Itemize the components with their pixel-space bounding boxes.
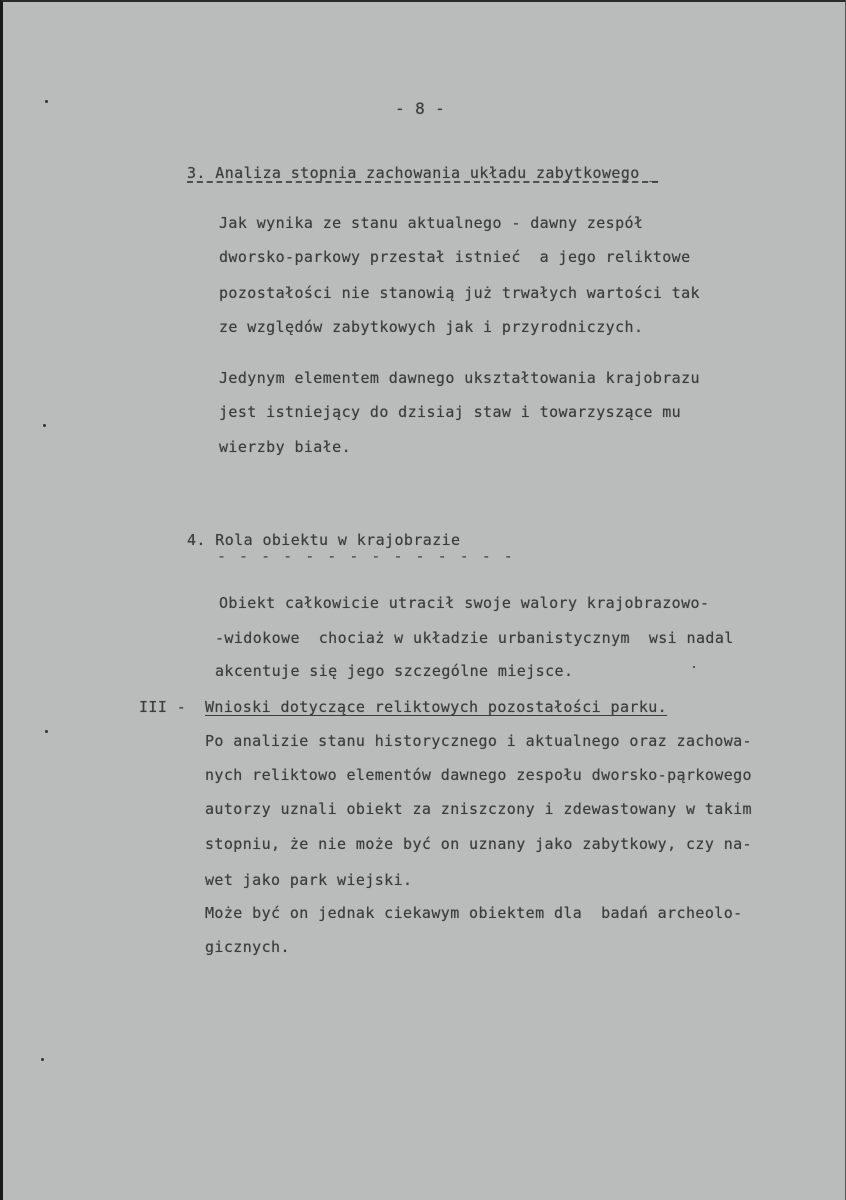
paper-speck	[693, 666, 695, 668]
section-iii-p-line-4: stopniu, że nie może być on uznany jako zabytkowy, czy na-	[205, 835, 752, 853]
section-3-p2-line-1: Jedynym elementem dawnego ukształtowania krajobrazu	[219, 369, 700, 387]
section-iii-p-line-7: gicznych.	[205, 938, 290, 956]
section-3-p1-line-4: ze względów zabytkowych jak i przyrodniczych.	[219, 318, 644, 336]
paper-speck	[43, 424, 46, 427]
page-number: - 8 -	[395, 99, 446, 118]
section-4-heading-underline: - - - - - - - - - - - - - -	[217, 547, 515, 565]
paper-speck	[45, 730, 48, 733]
section-iii-p-line-1: Po analizie stanu historycznego i aktualnego oraz zachowa-	[205, 732, 752, 750]
section-iii-p-line-2: nych reliktowo elementów dawnego zespołu dworsko-pąrkowego	[205, 766, 752, 784]
section-3-p2-line-2: jest istniejący do dzisiaj staw i towarzyszące mu	[219, 403, 682, 421]
section-iii-p-line-5: wet jako park wiejski.	[205, 871, 413, 889]
section-4-heading: 4. Rola obiektu w krajobrazie	[187, 531, 461, 549]
section-3-heading: 3. Analiza stopnia zachowania układu zabytkowego _	[187, 164, 659, 182]
paper-speck	[41, 1058, 44, 1061]
section-3-p1-line-1: Jak wynika ze stanu aktualnego - dawny zespół	[219, 214, 644, 232]
section-iii-p-line-3: autorzy uznali obiekt za zniszczony i zdewastowany w takim	[205, 800, 752, 818]
section-4-p-line-3: akcentuje się jego szczególne miejsce.	[215, 662, 574, 680]
section-4-p-line-2: -widokowe chociaż w układzie urbanistycznym wsi nadal	[215, 629, 734, 647]
paper-speck	[45, 100, 48, 103]
section-iii-heading: Wnioski dotyczące reliktowych pozostałości parku.	[205, 698, 668, 716]
section-iii-prefix: III -	[139, 698, 187, 716]
section-4-p-line-1: Obiekt całkowicie utracił swoje walory krajobrazowo-	[219, 594, 710, 612]
section-iii-p-line-6: Może być on jednak ciekawym obiektem dla badań archeolo-	[205, 904, 743, 922]
section-3-p1-line-2: dworsko-parkowy przestał istnieć a jego reliktowe	[219, 248, 691, 266]
section-3-p1-line-3: pozostałości nie stanowią już trwałych wartości tak	[219, 284, 700, 302]
section-3-p2-line-3: wierzby białe.	[219, 438, 352, 456]
